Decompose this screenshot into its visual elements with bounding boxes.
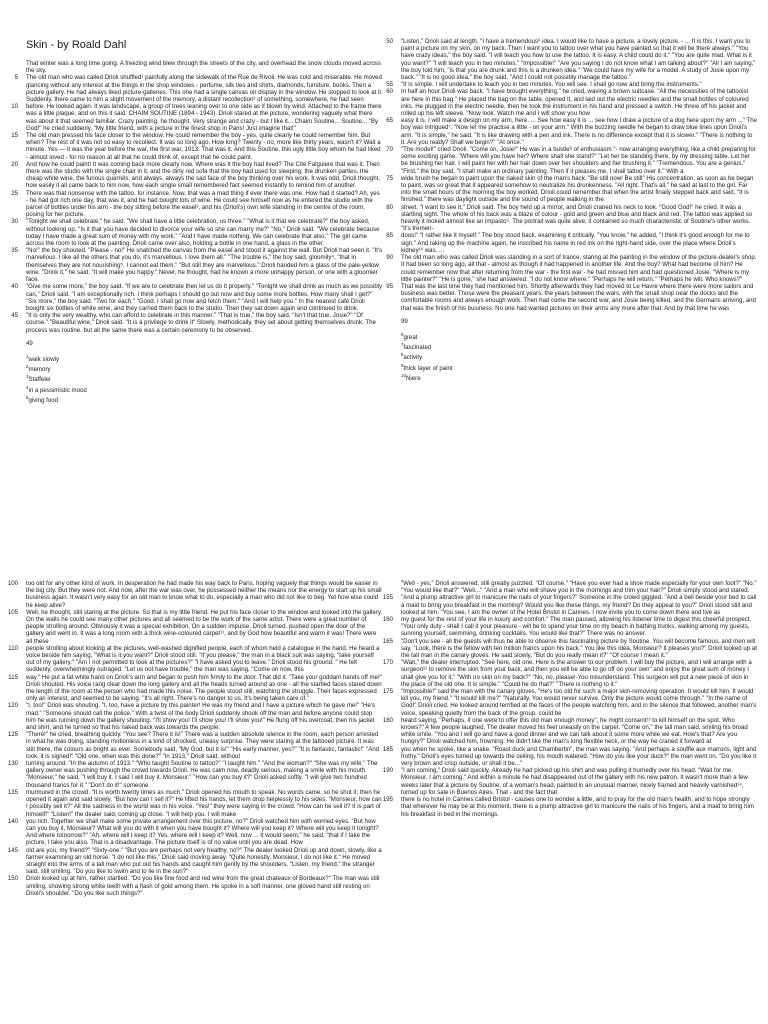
paragraph-text: Drioli looked up at him, rather startled. "Do you like fine food and red wine from the great chateaux of Bordeaux?" The man was still smiling, showing strong white teeth with a flash of gold among them. He spoke in a soft manner, one gloved hand still resting on Drioli's shoulder. "Do you like such things?" — [26, 875, 380, 897]
paragraph-text: heard saying, "Perhaps, if one were to offer this old man enough money", he might consent¹³ to kill himself on the spot. Who knows?" A few people laughed. The dealer moved his feet uneasily on the carpet. "Come on," the tall man said, smiling his broad white smile. "You and I will go and have a good dinner and we can talk about it some more while we eat. How's that? Are you hungry?" Drioli watched him, frowning. He didn't like the man's long flexible neck, or the way he craned it forward at — [401, 716, 748, 746]
paragraph-text: before. He looked again. It was landscape, a group of trees leaning over to one side as if blown by wind. Attached to the frame there was a little plaque, and on this it said: CHAIM SOUTINE (1894 - 1943). Drioli stared at the picture, wondering vaguely what there was about it that seemed familiar. Crazy painting, he thought. Very strange and crazy - but I like it... Chaim Soutine... Soutine... "By God!" he cried suddenly. "My little friend, with a picture in the finest shop in Paris! Just imagine that!" — [26, 103, 382, 132]
footnote — [401, 341, 758, 351]
footnote-number: 5 — [26, 394, 29, 400]
paragraph — [382, 688, 758, 717]
paragraph — [8, 644, 383, 674]
footnote-text: fascinated — [403, 344, 432, 352]
paragraph — [7, 760, 383, 789]
line-number: 145 — [7, 846, 18, 854]
paragraph-text: "It is simple. I will undertake to teach you in two minutes. You will see. I shall go now and bring the instruments." — [401, 81, 702, 89]
paragraph-text: you rich. Together we shall make some private arrangement over this picture, no?" Drioli watched him with worried eyes. "But how can you buy it, Monsieur? What will you do with it when you have bought it? Where will you keep it? Where will you keep it tonight? And where tomorrow?" "Ah, where will I keep it? Yes, where will I keep it? Well, now ... It would seem," he said, "that if I take the picture, I take you also. That is a disadvantage. The picture itself is of no value until you are dead. How — [26, 817, 379, 847]
footnote-number: 3 — [26, 374, 29, 380]
paragraph-text: "I, too!" Drioli was shouting. "I, too, have a picture by this painter! He was my friend and I have a picture which he gave me!" "He's mad." "Someone should call the police." With a twist of the body Drioli suddenly shook off the man and before anyone could stop him he was running down the gallery shouting. "I'll show you! I'll show you! I'll show you!" He flung off his overcoat, then his jacket and shirt, and he turned so that his naked back was towards the people. — [26, 702, 375, 732]
line-number: 80 — [386, 203, 393, 211]
paragraph — [382, 767, 758, 796]
footnote — [26, 394, 383, 404]
line-number: 15 — [11, 132, 18, 140]
story-title: Skin - by Roald Dahl — [26, 39, 127, 51]
line-number: 115 — [8, 673, 18, 681]
footnote-number: 10 — [401, 372, 407, 378]
footnote-number: 8 — [401, 352, 404, 358]
paragraph — [382, 796, 758, 818]
footnote — [401, 362, 758, 372]
footnotes — [26, 353, 383, 404]
line-number: 75 — [386, 174, 393, 182]
paragraph — [386, 174, 758, 204]
footnote — [26, 373, 383, 383]
paragraph-text: "And a plump attractive girl to manicure the nails of your fingers?" Someone in the crowd giggled. "And a bell beside your bed to call a maid to bring you breakfast in the morning? Would you like these things, my friend? Do they appeal to you?" Drioli stood still and looked at him. "You see, I am the owner of the Hotel Bristol in Cannes. I now invite you to come down there and live as — [401, 594, 757, 616]
footnote-text: activity — [403, 354, 423, 362]
page-101 — [382, 580, 758, 1024]
paragraph — [7, 875, 383, 897]
footnote-text: walk slowly — [28, 355, 59, 363]
line-number: 135 — [7, 788, 18, 796]
paragraph — [7, 608, 383, 645]
paragraph — [386, 88, 758, 118]
line-number: 65 — [386, 117, 393, 125]
paragraph — [14, 74, 383, 104]
footnote-text: thick layer of paint — [403, 364, 453, 372]
page-body — [386, 38, 758, 382]
paragraph — [386, 282, 758, 312]
paragraph-text: "Don't you see - all the guests will thus be able to observe this fascinating picture by Soutine. You will become famous, and men will say, "Look, there is the fellow with ten million francs upon his back." You like this idea, Monsieur? It pleases you?" Drioli looked up at the tall man in the canary gloves. He said slowly, "But do you really mean it?" "Of course I mean it." — [401, 637, 757, 660]
footnote-number: 4 — [26, 384, 29, 390]
line-number: 185 — [382, 745, 393, 753]
footnote — [26, 353, 383, 363]
line-number: 195 — [382, 796, 393, 804]
line-number: 160 — [382, 616, 393, 624]
paragraph-text: "Listen," Drioli said at length. "I have a tremendous⁶ idea. I would like to have a picture, a lovely picture. - ... It is this. I want you to paint a picture on my skin, on my back. Then I want you to tattoo over what you have painted so that it will be there always." "You have crazy ideas," the boy said. "I will teach you how to use the tattoo. It is easy. A child could do it." "You are quite mad. What is it you want?" "I will teach you in two minutes." "Impossible!" "Are you saying I do not know what I am talking about?" "All I am saying," the boy told him, "is that you are drunk and this is a drunken idea." "We could have my wife for a model. A study of Josie upon my back." "It is no good idea," the boy said. "And I could not possibly manage the tattoo." — [401, 38, 756, 82]
paragraph — [11, 247, 383, 284]
page-number: 99 — [401, 317, 408, 325]
paragraph — [7, 580, 383, 609]
paragraph — [386, 81, 758, 89]
paragraph — [8, 673, 383, 703]
line-number: 140 — [7, 817, 18, 825]
paragraph-text: That winter was a long time going. A freezing wind blew through the streets of the city, and overhead the snow clouds moved across the sky. — [26, 60, 381, 75]
paragraph-text: people strolling about looking at the pictures, well-washed dignified people, each of whom held a catalogue in the hand. He heard a voice beside him saying, "What is it you want?" Drioli stood still. "If you please," the man in a black suit was saying, "take yourself out of my gallery." "Am I not permitted to look at the pictures?" "I have asked you to leave." Drioli stood his ground. " He felt suddenly, overwhelmingly outraged. "Let us not have trouble," the man was saying. "Come on now, this — [26, 644, 380, 674]
line-number: 50 — [386, 38, 393, 45]
paragraph — [7, 846, 383, 876]
paragraph-text: In half an hour Drioli was back. "I have brought everything," he cried, waving a brown suitcase. "All the necessities of the tattooist are here in this bag." He placed the bag on the table, opened it, and laid out the electric needles and the small bottles of coloured inks. He plugged in the electric needle, then he took the instrument in his hand and pressed a switch. He threw off his jacket and rolled up his left sleeve. "Now look. Watch me and I will show you how — [401, 88, 749, 118]
line-number: 5 — [14, 74, 18, 82]
paragraph — [382, 594, 758, 616]
paragraph — [386, 203, 758, 233]
page-body — [7, 580, 383, 897]
line-number: 175 — [382, 688, 393, 696]
line-number: 180 — [382, 716, 393, 724]
page-49 — [11, 38, 383, 528]
paragraph-text: There was that nonsense with the tattoo, for instance. Now, that was a mad thing if ever there was one. How had it started? Ah, yes - he had got rich one day, that was it, and he had bought lots of wine. He could see himself now as he entered the studio with the parcel of bottles under his arm - the boy sitting before the easel³, and his (Drioli's) own wife standing in the centre of the room, posing for her picture. — [26, 189, 380, 219]
line-number: 40 — [11, 283, 18, 291]
paragraph-text: "It is only the very wealthy, who can afford to celebrate in this manner." "That is true," the boy said. "Isn't that true, Josie?" "Of course." "Beautiful wine," Drioli said. "It is a privilege to drink it" Slowly, methodically, they set about getting themselves drunk. The process was routine, but all the same there was a certain ceremony to be observed. — [26, 312, 376, 334]
paragraph-text: wide brush he began to paint upon the naked skin of the man's back. "Be still now! Be still" His concentration, as soon as he began to paint, was so great that it appeared somehow to neutralize his drunkenness. "All right. That's all," he said at last to the girl. Far into the small hours of the morning the boy worked. Drioli could remember that when the artist finally stepped back and said, "It is finished," there was daylight outside and the sound of people walking in the — [401, 174, 754, 204]
footnote-number: 7 — [401, 342, 404, 348]
line-number: 165 — [382, 637, 393, 645]
paragraph-text: old are you, my friend?" "Sixty-one." "But you are perhaps not very healthy, no?" The dealer looked Drioli up and down, slowly, like a farmer examining an old horse. "I do not like this," Drioli said moving away. "Quite honestly, Monsieur, I do not like it." He moved straight into the arms of a tall man who put out his hands and caught him gently by the shoulders. "Listen, my friend," the stranger said, still smiling. "Do you like to swim and to lie in the sun?" — [26, 846, 382, 876]
paragraph-text: too old for any other kind of work. In desperation he had made his way back to Paris, hoping vaguely that things would be easier in the big city. But they were not. And now, after the war was over, he possessed neither the means nor the energy to start up his small business again. It wasn't very easy for an old man to know what to do, especially a man who did not like to beg. Yet how else could he keep alive? — [26, 580, 382, 609]
footnote-number: 6 — [401, 331, 404, 337]
paragraph-text: "No!" the boy shouted. "Please - no!" He snatched the canvas from the easel and stood it against the wall. But Drioli had seen it. "It's marvellous. I like all the others that you do, it's marvellous. I love them all." "The trouble is," the boy said, gloomily⁴, "that in themselves they are not nourishing⁵. I cannot eat them." "But still they are marvellous." Drioli handed him a glass of the pale-yellow wine. "Drink it," he said. "It will make you happy." Never, he thought, had he known a more unhappy person, or one with a gloomier face. — [26, 247, 383, 284]
paragraph — [386, 146, 758, 175]
paragraph-text: you when he spoke, like a snake. "Roast duck and Chambertin", the man was saying. "And perhaps a souffle aux marrons, light and frothy." Drioli's eyes turned up towards the ceiling, his mouth watered. "How do you like your duck?" the man went on. "Do you like it very brown and crisp outside, or shall it be..." — [401, 745, 757, 768]
paragraph — [11, 312, 383, 334]
footnote-number: 2 — [26, 364, 29, 370]
line-number: 10 — [11, 103, 18, 111]
paragraph-text: street. "I want to see it," Drioli said. The boy held up a mirror, and Drioli craned his neck to look. "Good God!" he cried. It was a startling sight. The whole of his back was a blaze of colour - gold and green and blue and black and red. The tattoo was applied so heavily it looked almost like an impasto⁹. The portrait was quite alive; it contained so much characteristic of Soutine's other works. "It's tremen- — [401, 203, 753, 233]
line-number: 125 — [7, 731, 18, 739]
line-number: 25 — [11, 189, 18, 197]
footnote — [26, 384, 383, 394]
paragraph — [382, 745, 758, 768]
paragraph-text: "The model!" cried Drioli. "Come on, Josie!" He was in a bustle⁸ of enthusiasm "- now arranging everything, like a child preparing for some exciting game. "Where will you have her? Where shall she stand?" "Let her be standing there, by my dressing table. Let her be brushing her hair. I will paint her with her hair down over her shoulders and her brushing it." "Tremendous. You are a genius." "First," the boy said, "I shall make an ordinary painting. Then if it pleases me, I shall tattoo over it." With a — [401, 146, 756, 175]
paragraph-text: That was the last time they had mentioned him. Shortly afterwards they had moved to Le Havre where there were more sailors and business was better. Those were the pleasant years, the years between the wars, with the small shop near the docks and the comfortable rooms and always enough work. Then had come the second war, and Josie being killed, and the Germans arriving, and that was the finish of his business. No one had wanted pictures on their arms any more after that. And by that time he was — [401, 282, 756, 312]
paragraph-text: my guest for the rest of your life in luxury and comfort." The man paused, allowing his listener time to digest this cheerful prospect. "Your only duty - shall I call it your pleasure - will be to spend your time on my beach in bathing trunks, walking among my guests, sunning yourself, swimming, drinking cocktails. You would like that?" There was no answer. — [401, 616, 752, 638]
footnote-text: Niere — [406, 374, 421, 382]
line-number: 20 — [11, 160, 18, 168]
paragraph-text: "Impossible!" said the man with the canary gloves. "He's too old for such a major skin-removing operation. It would kill him. It would kill you, my friend." "It would kill me?" "Naturally. You would never survive. Only the picture would come through." "In the name of God!" Drioli cried. He looked around terrified at the faces of the people watching him, and in the silence that followed, another man's voice, speaking quietly from the back of the group, could be — [401, 688, 757, 717]
footnote-text: memory — [28, 366, 51, 374]
paragraph — [397, 580, 758, 594]
paragraph — [382, 637, 758, 660]
paragraph — [7, 788, 383, 818]
paragraph-text: The old man who was called Drioli was standing in a sort of trance, staring at the painting in the window of the picture-dealer's shop. It had been so long ago, all that - almost as though it had happened in another life. And the boy? What had become of him? He could remember now that after returning from the war - the first war - he had missed him and had questioned Josie. "Where is my little painter?" "He is gone," she had answered. "I do not know where." "Perhaps he will return." "Perhaps he will. Who knows?" — [401, 254, 757, 283]
paragraph — [382, 716, 758, 746]
line-number: 35 — [11, 247, 18, 255]
paragraph-text: way." He put a fat white hand on Drioli's arm and began to push him firmly to the door. That did it. "Take your goddam hands off me!" Drioli shouted. His voice rang clear down the long gallery and all the heads turned around as one - all the startled faces stared down the length of the room at the person who had made this noise. The people stood still, watching the struggle. Their faces expressed only an interest, and seemed to be saying. "It's all right. There's no danger to us. It's being taken care of." — [26, 673, 382, 703]
footnote-text: Staffelei — [28, 376, 51, 384]
page-99 — [386, 38, 758, 528]
paragraph-text: The old man who was called Drioli shuffled¹ painfully along the sidewalk of the Rue de Rivoli. He was cold and miserable. He moved glancing without any interest at the things in the shop windows - perfume, silk ties and shirts, diamonds, furniture, books. Then a picture gallery. He had always liked picture-galleries. This one had a single canvas on display in the window. He stopped to look at it. Suddenly, there came to him a slight movement of the memory, a distant recollection² of something, somewhere, he had seen — [26, 74, 383, 104]
footnote-number: 1 — [26, 353, 29, 359]
footnote-number: 9 — [401, 362, 404, 368]
line-number: 90 — [386, 254, 393, 262]
page-number: 49 — [26, 339, 33, 347]
line-number: 55 — [386, 81, 393, 89]
paragraph — [386, 117, 758, 146]
line-number: 170 — [382, 659, 393, 667]
paragraph-text: "Tonight we shall celebrate," he said. "We shall have a little celebration, us three." "What is it that we celebrate?" the boy asked, without looking up. "Is it that you have decided to divorce your wife so she can marry me?" "No," Drioli said. "We celebrate because today I have made a great sum of money with my work." "And I have made nothing. We can celebrate that also." The girl came across the room to look at the painting. Drioli came over also, holding a bottle in one hand, a glass in the other. — [26, 218, 380, 248]
paragraph-text: Well, he thought, still staring at the picture. So that is my little friend. He put his face closer to the window and looked into the gallery. On the walls he could see many other pictures and all seemed to be the work of the same artist. There were a great number of people strolling around. Obviously it was a special exhibition. On a sudden impulse, Drioli turned, pushed open the door of the gallery and went in. It was a long room with a thick wine-coloured carpet¹¹, and by God how beautiful and warm it was! There were all these — [26, 608, 383, 645]
footnote — [401, 331, 758, 341]
paragraph — [22, 60, 383, 74]
footnote-text: giving food — [28, 396, 58, 404]
footnote — [401, 351, 758, 361]
line-number: 155 — [382, 594, 393, 602]
paragraph-text: "Well - yes," Drioli answered, still greatly puzzled. "Of course." "Have you ever had a shoe made especially for your own foot?" "No." "You would like that?" "Well..." "And a man who will shave you in the mornings and trim your hair?" Drioli simply stood and stared. — [401, 580, 757, 595]
paragraph — [11, 132, 383, 161]
paragraph-text: "Give me some more," the boy said. "If we are to celebrate then let us do it properly." "Tonight we shall drink as much as we possibly can," Drioli said. "I am exceptionally rich. I think perhaps I should go out now and buy some more bottles. How many shall I get?" "Six more," the boy said. "Two for each." "Good. I shall go now and fetch them." "And I will help you." In the nearest café Drioli bought six bottles of white wine, and they carried them back to the studio. Then they sat down again and continued to drink. — [26, 283, 383, 312]
paragraph-text: dous!" "I rather like it myself." The boy stood back, examining it critically. "You know," he added, "I think it's good enough for me to sign." And taking up the machine again, he inscribed his name in red ink on the right-hand side, over the place where Drioli's kidney¹⁰ was. ... — [401, 232, 750, 254]
paragraph-text: And how he could paint! It was coming back more clearly now. Where was it the boy had lived? The Cite Falguiere that was it. Then there was the studio with the single chair in it, and the dirty red sofa that the boy had used for sleeping; the drunken parties, the cheap white wine, the furious quarrels, and always, always the sad face of the boy thinking over his work. It was odd, Drioli thought, how easily it all came back to him now, how each single small remembered fact seemed instantly to remind him of another. — [26, 160, 380, 190]
paragraph-text: murmured in the crowd. "It is worth twenty times as much." Drioli opened his mouth to speak. No words came, so he shut it; then he opened it again and said slowly, "But how can I sell it?" He lifted his hands, let them drop helplessly to his sides. "Monsieur, how can I possibly sell it?" All the sadness in the world was in his voice. "Yes!" they were saying in the crowd. "How can he sell it? It is part of himself!" "Listen!" the dealer said, coming up close. "I will help you. I will make — [26, 788, 382, 818]
line-number: 100 — [7, 580, 18, 587]
line-number: 190 — [382, 767, 393, 775]
line-number: 130 — [7, 760, 18, 768]
footnote — [26, 363, 383, 373]
paragraph — [11, 160, 383, 190]
line-number: 110 — [8, 644, 18, 652]
footnotes — [401, 331, 758, 382]
paragraph — [382, 659, 758, 688]
paragraph — [7, 817, 383, 847]
line-number: 95 — [386, 282, 393, 290]
footnote-text: great — [403, 333, 418, 341]
paragraph-text: there is no hotel in Cannes called Bristol - causes one to wonder a little, and to pray for the old man's health, and to hope strongly that wherever he may be at this moment, there is a plump attractive girl to manicure the nails of his fingers, and a maid to bring him his breakfast in bed in the mornings. — [401, 796, 754, 818]
paragraph — [386, 254, 758, 283]
paragraph — [11, 283, 383, 312]
footnote-text: in a pessimistic mood — [28, 386, 87, 394]
footnote — [401, 372, 758, 382]
paragraph — [382, 616, 758, 638]
paragraph — [11, 103, 383, 132]
line-number: 105 — [7, 608, 18, 616]
line-number: 45 — [11, 312, 18, 320]
paragraph-text: "Wait," the dealer interrupted. "See here, old one. Here is the answer to our problem. I will buy the picture, and I will arrange with a surgeon¹² to remove the skin from your back, and then you will be able to go off on your own" and enjoy the great sum of money I shall give you for it." "With no skin on my back?" "No, no, please!-You misunderstand. This surgeon will put a new piece of skin in the place of the old one. It is simple." "Could he do that?" "There is nothing to it." — [401, 659, 752, 688]
line-number: 30 — [11, 218, 18, 226]
line-number: 60 — [386, 88, 393, 96]
page-body — [382, 580, 758, 818]
page-body — [11, 60, 383, 404]
paragraph — [7, 731, 383, 760]
line-number: 150 — [7, 875, 18, 883]
paragraph — [386, 38, 758, 82]
paragraph — [11, 218, 383, 248]
paragraph — [11, 189, 383, 219]
paragraph-text: easy it is. I will make a design on my arm, here. ... See how easy it is ... see how I draw a picture of a dog here upon my arm ..." The boy was intrigued⁷. "Now let me practise a little - on your arm." With the buzzing needle he began to draw blue lines upon Drioli's arm. "It is simple," he said. "It is like drawing with a pen and ink. There is no difference except that it is slower." "There is nothing to it. Are you ready? Shall we begin?" "At once." — [401, 117, 757, 146]
paragraph — [386, 232, 758, 254]
paragraph-text: turning around. "In the autumn of 1913." "Who taught Soutine to tattoo?" "I taught him." "And the woman?" "She was my wife." The gallery owner was pushing through the crowd towards Drioli. He was calm now, deadly serious, making a smile with his mouth. "Monsieur," he said, "I will buy it. I said I will buy it. Monsieur." "How can you buy it?" Drioli asked softly. "I will give two hundred thousand francs for it." "Don't do it!" someone — [26, 760, 378, 789]
paragraph-text: "I am coming," Drioli said quickly. Already he had picked up his shirt and was pulling it hurriedly over his head. "Wait for me. Monsieur. I am coming." And within a minute he had disappeared out of the gallery with his new patron. It wasn't more than a few weeks later that a picture by Soutine, of a woman's head, painted in an unusual manner, nicely framed and heavily varnished¹⁴, turned up for sale in Buenos Aires. That - and the fact that — [401, 767, 748, 796]
paragraph-text: The old man pressed his face closer to the window. He could remember the boy - yes, quite clearly he could remember him. But when? The rest of it was not so easy to recollect. It was so long ago. How long? Twenty - no, more like thirty years, wasn't it? Wait a minute. Yes — it was the year before the war, the first war, 1913. That was it. And this Soutine, this ugly little boy whom he had liked - almost loved - for no reason at all that he could think of, except that he could paint. — [26, 132, 381, 161]
page-100 — [7, 580, 383, 1024]
line-number: 70 — [386, 146, 393, 154]
paragraph-text: "There!" he cried, breathing quickly. "You see? There it is!" There was a sudden absolute silence in the room, each person arrested in what he was doing, standing motionless in a kind of shocked, uneasy surprise. They were staring at the tattooed picture. It was still there, the colours as bright as ever. Somebody said, "My God, but it is!" "His early manner, yes?" "It is fantastic, fantastic!" "And look, it is signed!" "Old one, when was this done?" "In 1913," Drioli said, without — [26, 731, 380, 760]
line-number: 120 — [7, 702, 18, 710]
line-number: 85 — [386, 232, 393, 240]
paragraph — [7, 702, 383, 732]
